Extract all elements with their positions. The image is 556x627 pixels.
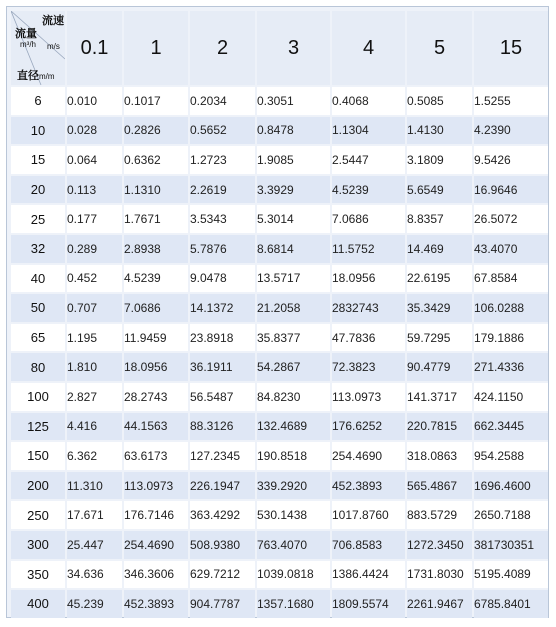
table-row	[11, 501, 548, 529]
diameter-cell: 10	[11, 117, 65, 145]
flow-value-cell: 452.3893	[124, 590, 188, 618]
flow-value-cell: 5.3014	[257, 205, 330, 233]
speed-header-cell: 15	[474, 11, 548, 85]
header-row	[11, 11, 548, 85]
speed-header-cell: 5	[407, 11, 472, 85]
flow-value-cell: 0.010	[67, 87, 122, 115]
flow-value-cell: 904.7787	[190, 590, 255, 618]
table-row	[11, 87, 548, 115]
flow-value-cell: 21.2058	[257, 294, 330, 322]
flow-value-cell: 0.8478	[257, 117, 330, 145]
flow-value-cell: 2.5447	[332, 146, 405, 174]
diameter-cell: 150	[11, 442, 65, 470]
flow-value-cell: 3.1809	[407, 146, 472, 174]
diameter-cell: 200	[11, 472, 65, 500]
table-row	[11, 383, 548, 411]
flow-value-cell: 23.8918	[190, 324, 255, 352]
flow-value-cell: 67.8584	[474, 265, 548, 293]
flow-value-cell: 0.707	[67, 294, 122, 322]
flow-value-cell: 2261.9467	[407, 590, 472, 618]
flow-value-cell: 1.1304	[332, 117, 405, 145]
flow-value-cell: 0.1017	[124, 87, 188, 115]
flow-value-cell: 9.5426	[474, 146, 548, 174]
flow-value-cell: 1.810	[67, 353, 122, 381]
flow-value-cell: 1.2723	[190, 146, 255, 174]
flow-value-cell: 662.3445	[474, 413, 548, 441]
flow-value-cell: 141.3717	[407, 383, 472, 411]
flow-value-cell: 0.5652	[190, 117, 255, 145]
flow-value-cell: 226.1947	[190, 472, 255, 500]
diameter-cell: 32	[11, 235, 65, 263]
flow-value-cell: 22.6195	[407, 265, 472, 293]
flow-value-cell: 6.362	[67, 442, 122, 470]
table-row	[11, 265, 548, 293]
flow-value-cell: 1272.3450	[407, 531, 472, 559]
flow-value-cell: 36.1911	[190, 353, 255, 381]
flow-value-cell: 3.3929	[257, 176, 330, 204]
flow-value-cell: 14.469	[407, 235, 472, 263]
flow-value-cell: 90.4779	[407, 353, 472, 381]
flow-value-cell: 452.3893	[332, 472, 405, 500]
flow-value-cell: 254.4690	[332, 442, 405, 470]
flow-value-cell: 424.1150	[474, 383, 548, 411]
diameter-cell: 350	[11, 561, 65, 589]
flow-label: 流量	[15, 28, 37, 40]
table-row	[11, 235, 548, 263]
flow-value-cell: 9.0478	[190, 265, 255, 293]
table-row	[11, 324, 548, 352]
flow-value-cell: 8.6814	[257, 235, 330, 263]
flow-value-cell: 2.8938	[124, 235, 188, 263]
flow-value-cell: 17.671	[67, 501, 122, 529]
flow-value-cell: 4.2390	[474, 117, 548, 145]
speed-unit: m/s	[47, 42, 60, 51]
flow-value-cell: 18.0956	[124, 353, 188, 381]
flow-value-cell: 0.064	[67, 146, 122, 174]
flow-value-cell: 5.7876	[190, 235, 255, 263]
flow-value-cell: 28.2743	[124, 383, 188, 411]
flow-value-cell: 763.4070	[257, 531, 330, 559]
flow-value-cell: 63.6173	[124, 442, 188, 470]
table-row	[11, 353, 548, 381]
flow-value-cell: 220.7815	[407, 413, 472, 441]
flow-value-cell: 16.9646	[474, 176, 548, 204]
diameter-cell: 80	[11, 353, 65, 381]
table-row	[11, 294, 548, 322]
flow-value-cell: 14.1372	[190, 294, 255, 322]
flow-value-cell: 1.5255	[474, 87, 548, 115]
flow-value-cell: 954.2588	[474, 442, 548, 470]
flow-value-cell: 43.4070	[474, 235, 548, 263]
flow-value-cell: 381730351	[474, 531, 548, 559]
flow-value-cell: 7.0686	[124, 294, 188, 322]
flow-table-frame	[6, 6, 549, 618]
flow-value-cell: 190.8518	[257, 442, 330, 470]
diameter-cell: 15	[11, 146, 65, 174]
diameter-cell: 250	[11, 501, 65, 529]
flow-value-cell: 35.8377	[257, 324, 330, 352]
flow-value-cell: 176.7146	[124, 501, 188, 529]
flow-value-cell: 2650.7188	[474, 501, 548, 529]
flow-unit: m³/h	[20, 40, 36, 49]
flow-value-cell: 0.289	[67, 235, 122, 263]
diameter-cell: 125	[11, 413, 65, 441]
speed-header-cell: 0.1	[67, 11, 122, 85]
flow-value-cell: 26.5072	[474, 205, 548, 233]
diameter-cell: 300	[11, 531, 65, 559]
flow-value-cell: 2.827	[67, 383, 122, 411]
flow-value-cell: 0.4068	[332, 87, 405, 115]
flow-value-cell: 88.3126	[190, 413, 255, 441]
table-row	[11, 590, 548, 618]
speed-header-cell: 3	[257, 11, 330, 85]
flow-value-cell: 7.0686	[332, 205, 405, 233]
flow-rate-table	[9, 9, 550, 620]
diameter-cell: 100	[11, 383, 65, 411]
flow-value-cell: 45.239	[67, 590, 122, 618]
flow-value-cell: 59.7295	[407, 324, 472, 352]
flow-value-cell: 1039.0818	[257, 561, 330, 589]
flow-value-cell: 56.5487	[190, 383, 255, 411]
flow-value-cell: 0.2826	[124, 117, 188, 145]
flow-value-cell: 127.2345	[190, 442, 255, 470]
diameter-cell: 25	[11, 205, 65, 233]
flow-value-cell: 0.177	[67, 205, 122, 233]
flow-value-cell: 35.3429	[407, 294, 472, 322]
flow-value-cell: 254.4690	[124, 531, 188, 559]
flow-value-cell: 25.447	[67, 531, 122, 559]
flow-value-cell: 44.1563	[124, 413, 188, 441]
diameter-cell: 6	[11, 87, 65, 115]
table-row	[11, 561, 548, 589]
flow-value-cell: 176.6252	[332, 413, 405, 441]
table-row	[11, 146, 548, 174]
table-row	[11, 205, 548, 233]
flow-value-cell: 0.3051	[257, 87, 330, 115]
flow-value-cell: 565.4867	[407, 472, 472, 500]
flow-value-cell: 1696.4600	[474, 472, 548, 500]
flow-value-cell: 1.4130	[407, 117, 472, 145]
flow-value-cell: 508.9380	[190, 531, 255, 559]
speed-header-cell: 2	[190, 11, 255, 85]
flow-value-cell: 6785.8401	[474, 590, 548, 618]
table-row	[11, 442, 548, 470]
corner-header-cell	[11, 11, 65, 85]
flow-value-cell: 8.8357	[407, 205, 472, 233]
table-row	[11, 531, 548, 559]
flow-value-cell: 0.6362	[124, 146, 188, 174]
flow-value-cell: 1386.4424	[332, 561, 405, 589]
flow-value-cell: 2.2619	[190, 176, 255, 204]
flow-value-cell: 5195.4089	[474, 561, 548, 589]
flow-value-cell: 1731.8030	[407, 561, 472, 589]
flow-value-cell: 530.1438	[257, 501, 330, 529]
diameter-unit: m/m	[39, 72, 55, 81]
flow-value-cell: 363.4292	[190, 501, 255, 529]
flow-value-cell: 84.8230	[257, 383, 330, 411]
speed-header-cell: 1	[124, 11, 188, 85]
table-row	[11, 413, 548, 441]
flow-value-cell: 1.195	[67, 324, 122, 352]
flow-value-cell: 54.2867	[257, 353, 330, 381]
speed-header-cell: 4	[332, 11, 405, 85]
flow-value-cell: 179.1886	[474, 324, 548, 352]
flow-value-cell: 72.3823	[332, 353, 405, 381]
flow-value-cell: 106.0288	[474, 294, 548, 322]
flow-value-cell: 3.5343	[190, 205, 255, 233]
diameter-cell: 20	[11, 176, 65, 204]
diameter-label-wrap	[17, 67, 55, 83]
flow-value-cell: 339.2920	[257, 472, 330, 500]
diameter-cell: 400	[11, 590, 65, 618]
diameter-cell: 65	[11, 324, 65, 352]
flow-value-cell: 4.416	[67, 413, 122, 441]
flow-value-cell: 0.2034	[190, 87, 255, 115]
diameter-label: 直径	[17, 70, 39, 82]
flow-value-cell: 1.9085	[257, 146, 330, 174]
flow-value-cell: 0.113	[67, 176, 122, 204]
flow-value-cell: 11.310	[67, 472, 122, 500]
flow-value-cell: 629.7212	[190, 561, 255, 589]
flow-value-cell: 13.5717	[257, 265, 330, 293]
flow-value-cell: 0.028	[67, 117, 122, 145]
table-body	[11, 87, 548, 618]
flow-value-cell: 4.5239	[124, 265, 188, 293]
table-row	[11, 176, 548, 204]
flow-value-cell: 11.5752	[332, 235, 405, 263]
flow-value-cell: 1.1310	[124, 176, 188, 204]
flow-value-cell: 2832743	[332, 294, 405, 322]
flow-value-cell: 34.636	[67, 561, 122, 589]
table-row	[11, 472, 548, 500]
flow-value-cell: 1357.1680	[257, 590, 330, 618]
flow-value-cell: 11.9459	[124, 324, 188, 352]
diameter-cell: 40	[11, 265, 65, 293]
flow-value-cell: 132.4689	[257, 413, 330, 441]
flow-value-cell: 1809.5574	[332, 590, 405, 618]
flow-value-cell: 4.5239	[332, 176, 405, 204]
flow-value-cell: 113.0973	[124, 472, 188, 500]
flow-value-cell: 0.5085	[407, 87, 472, 115]
diameter-cell: 50	[11, 294, 65, 322]
flow-value-cell: 113.0973	[332, 383, 405, 411]
flow-value-cell: 706.8583	[332, 531, 405, 559]
flow-value-cell: 0.452	[67, 265, 122, 293]
flow-value-cell: 18.0956	[332, 265, 405, 293]
flow-value-cell: 318.0863	[407, 442, 472, 470]
flow-value-cell: 1.7671	[124, 205, 188, 233]
speed-label: 流速	[42, 15, 64, 27]
flow-value-cell: 883.5729	[407, 501, 472, 529]
flow-value-cell: 5.6549	[407, 176, 472, 204]
flow-value-cell: 271.4336	[474, 353, 548, 381]
flow-value-cell: 47.7836	[332, 324, 405, 352]
table-row	[11, 117, 548, 145]
flow-value-cell: 346.3606	[124, 561, 188, 589]
flow-value-cell: 1017.8760	[332, 501, 405, 529]
